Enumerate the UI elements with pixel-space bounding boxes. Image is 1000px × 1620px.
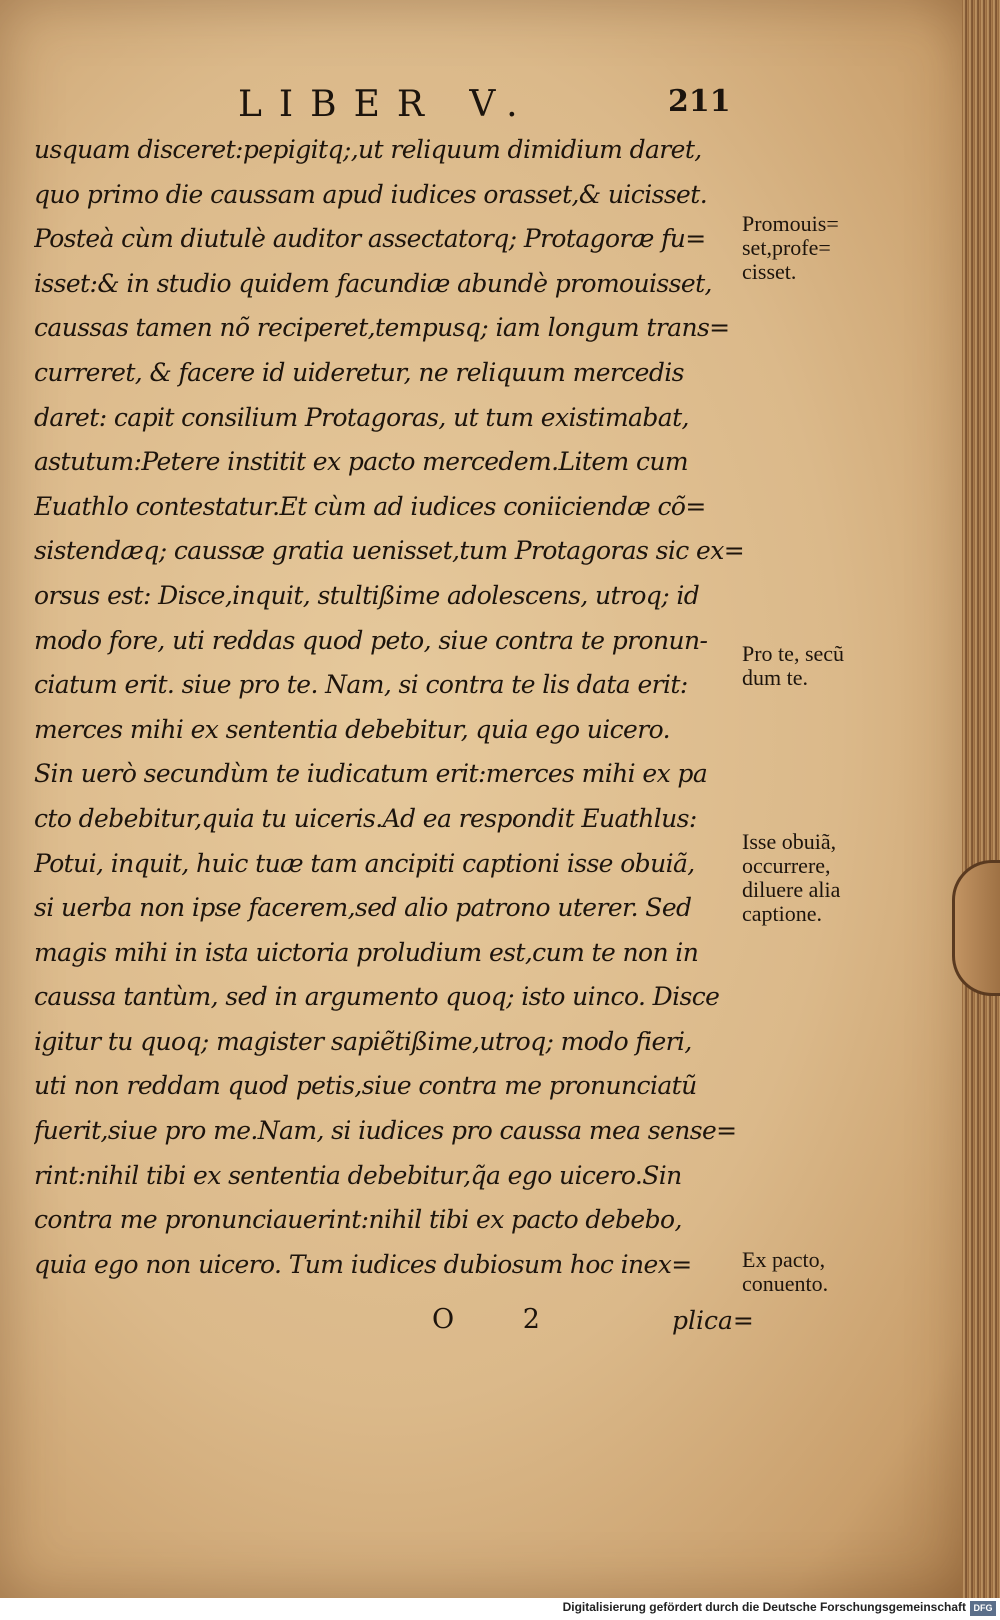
dfg-logo: DFG (970, 1601, 996, 1616)
text-line: fuerit,siue pro me.Nam, si iudices pro caussa mea sense= (34, 1116, 737, 1146)
marginal-note-line: Pro te, secũ (742, 641, 845, 666)
text-line: merces mihi ex sententia debebitur, quia ego uicero. (34, 714, 670, 744)
body-text (34, 128, 754, 1287)
text-line: rint:nihil tibi ex sententia debebitur,q̃a ego uicero.Sin (34, 1160, 682, 1190)
text-line: usquam disceret:pepigitq;,ut reliquum dimidium daret, (34, 135, 702, 164)
text-line: Euathlo contestatur.Et cùm ad iudices coniiciendæ cõ= (34, 491, 706, 521)
text-line: uti non reddam quod petis,siue contra me pronunciatũ (34, 1071, 697, 1101)
marginal-note-ex-pacto (742, 1248, 828, 1296)
text-line: caussa tantùm, sed in argumento quoq; isto uinco. Disce (34, 982, 720, 1012)
funding-note: Digitalisierung gefördert durch die Deutsche Forschungsgemeinschaft (562, 1600, 966, 1614)
book-clasp (952, 860, 1000, 996)
book-fore-edge (962, 0, 1000, 1598)
text-line: sistendæq; caussæ gratia uenisset,tum Protagoras sic ex= (34, 536, 745, 566)
marginal-note-line: set,profe= (742, 235, 831, 260)
text-line: magis mihi in ista uictoria proludium est,cum te non in (34, 937, 699, 967)
text-line: ciatum erit. siue pro te. Nam, si contra te lis data erit: (34, 670, 688, 700)
marginal-note-promouisset (742, 212, 839, 284)
text-line: cto debebitur,quia tu uiceris.Ad ea respondit Euathlus: (34, 803, 697, 833)
text-line: Posteà cùm diutulè auditor assectatorq; Protagoræ fu= (34, 224, 706, 254)
marginal-note-pro-te (742, 642, 844, 690)
digitization-footer (0, 1598, 1000, 1620)
text-line: orsus est: Disce,inquit, stultißime adolescens, utroq; id (34, 580, 700, 610)
page-number: 211 (668, 84, 731, 119)
marginal-note-line: Promouis= (742, 211, 839, 236)
marginal-note-line: occurrere, (742, 853, 831, 878)
text-line: si uerba non ipse facerem,sed alio patrono uterer. Sed (34, 893, 692, 923)
text-line: curreret, & facere id uideretur, ne reliquum mercedis (34, 357, 684, 387)
marginal-note-line: diluere alia (742, 877, 841, 902)
signature-mark: O 2 (432, 1304, 570, 1335)
text-line: daret: capit consilium Protagoras, ut tum existimabat, (34, 402, 689, 432)
catchword: plica= (672, 1306, 754, 1335)
marginal-note-line: conuento. (742, 1271, 829, 1296)
text-line: Potui, inquit, huic tuæ tam ancipiti captioni isse obuiã, (34, 848, 695, 878)
marginal-note-line: cisset. (742, 259, 797, 284)
marginal-note-line: dum te. (742, 665, 808, 690)
text-line: modo fore, uti reddas quod peto, siue contra te pronun- (34, 625, 708, 655)
text-line: contra me pronunciauerint:nihil tibi ex pacto debebo, (34, 1205, 682, 1235)
text-line: quo primo die caussam apud iudices orasset,& uicisset. (34, 179, 708, 209)
marginal-note-isse-obuiam (742, 830, 840, 926)
text-line: caussas tamen nõ reciperet,tempusq; iam longum trans= (34, 313, 730, 343)
text-line: Sin uerò secundùm te iudicatum erit:merces mihi ex pa (34, 759, 708, 789)
marginal-note-line: Ex pacto, (742, 1247, 826, 1272)
text-line: igitur tu quoq; magister sapiẽtißime,utroq; modo fieri, (34, 1026, 692, 1056)
marginal-note-line: Isse obuiã, (742, 829, 837, 854)
text-line: quia ego non uicero. Tum iudices dubiosum hoc inex= (34, 1249, 692, 1279)
text-line: astutum:Petere institit ex pacto mercedem.Litem cum (34, 447, 688, 477)
marginal-note-line: captione. (742, 901, 823, 926)
text-line: isset:& in studio quidem facundiæ abundè promouisset, (34, 268, 712, 298)
running-head: LIBER V. (238, 84, 535, 125)
